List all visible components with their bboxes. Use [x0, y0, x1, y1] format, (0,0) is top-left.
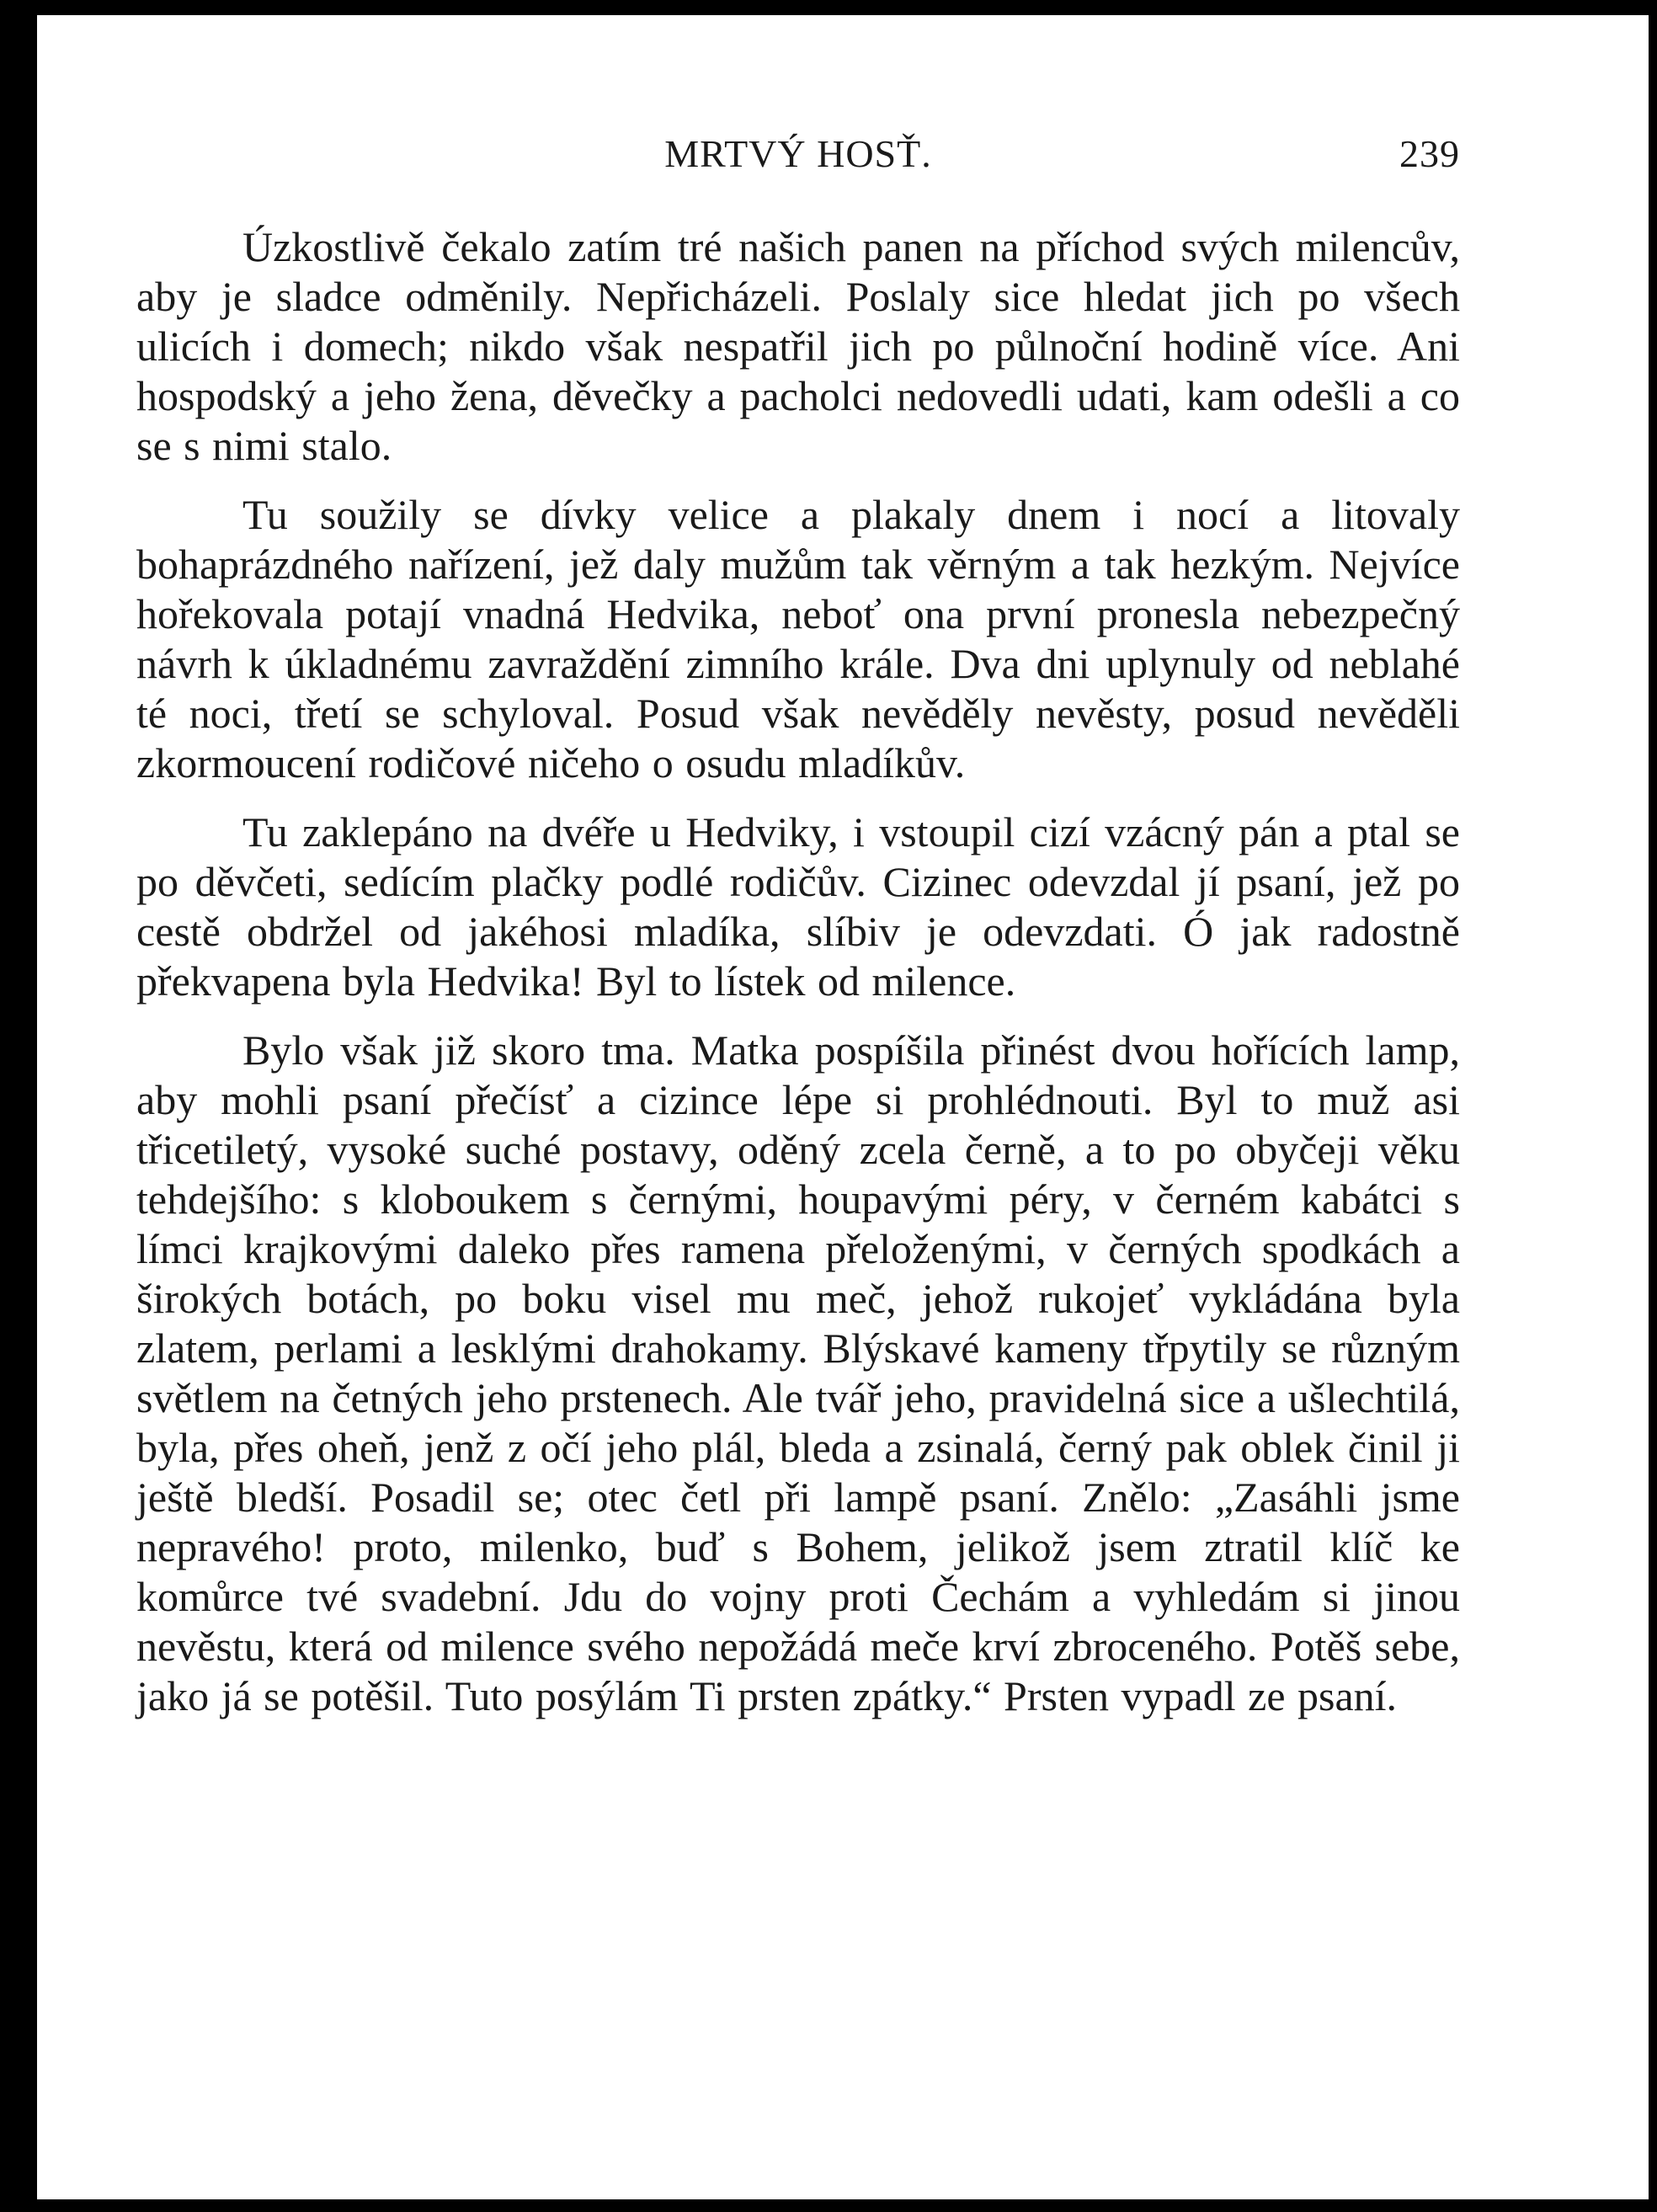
- page-number: 239: [1399, 132, 1460, 175]
- book-page: [37, 15, 1649, 2199]
- page-header: [136, 109, 1460, 194]
- paragraph-1: Úzkostlivě čekalo zatím tré našich panen na příchod svých milencův, aby je sladce odměnily. Nepřicházeli. Poslaly sice hledat jich po všech ulicích i domech; nikdo však nespatřil jich po půlnoční hodině více. Ani hospodský a jeho žena, děvečky a pacholci nedovedli udati, kam odešli a co se s nimi stalo.: [136, 223, 1460, 469]
- running-title: MRTVÝ HOSŤ.: [664, 132, 932, 175]
- paragraph-4: Bylo však již skoro tma. Matka pospíšila přinést dvou hořících lamp, aby mohli psaní přečísť a cizince lépe si prohlédnouti. Byl to muž asi třicetiletý, vysoké suché postavy, oděný zcela černě, a to po obyčeji věku tehdejšího: s kloboukem s černými, houpavými péry, v černém kabátci s límci krajkovými daleko přes ramena přeloženými, v černých spodkách a širokých botách, po boku visel mu meč, jehož rukojeť vykládána byla zlatem, perlami a lesklými drahokamy. Blýskavé kameny třpytily se různým světlem na četných jeho prstenech. Ale tvář jeho, pravidelná sice a ušlechtilá, byla, přes oheň, jenž z očí jeho plál, bleda a zsinalá, černý pak oblek činil ji ještě bledší. Posadil se; otec četl při lampě psaní. Znělo: „Zasáhli jsme nepravého! proto, milenko, buď s Bohem, jelikož jsem ztratil klíč ke komůrce tvé svadební. Jdu do vojny proti Čechám a vyhledám si jinou nevěstu, která od milence svého nepožádá meče krví zbroceného. Potěš sebe, jako já se potěšil. Tuto posýlám Ti prsten zpátky.“ Prsten vypadl ze psaní.: [136, 1026, 1460, 1719]
- page-content: [136, 109, 1460, 1740]
- paragraph-3: Tu zaklepáno na dvéře u Hedviky, i vstoupil cizí vzácný pán a ptal se po děvčeti, sedícím plačky podlé rodičův. Cizinec odevzdal jí psaní, jež po cestě obdržel od jakéhosi mladíka, slíbiv je odevzdati. Ó jak radostně překvapena byla Hedvika! Byl to lístek od milence.: [136, 808, 1460, 1005]
- paragraph-2: Tu soužily se dívky velice a plakaly dnem i nocí a litovaly bohaprázdného nařízení, jež daly mužům tak věrným a tak hezkým. Nejvíce hořekovala potají vnadná Hedvika, neboť ona první pronesla nebezpečný návrh k úkladnému zavraždění zimního krále. Dva dni uplynuly od neblahé té noci, třetí se schyloval. Posud však nevěděly nevěsty, posud nevěděli zkormoucení rodičové ničeho o osudu mladíkův.: [136, 491, 1460, 786]
